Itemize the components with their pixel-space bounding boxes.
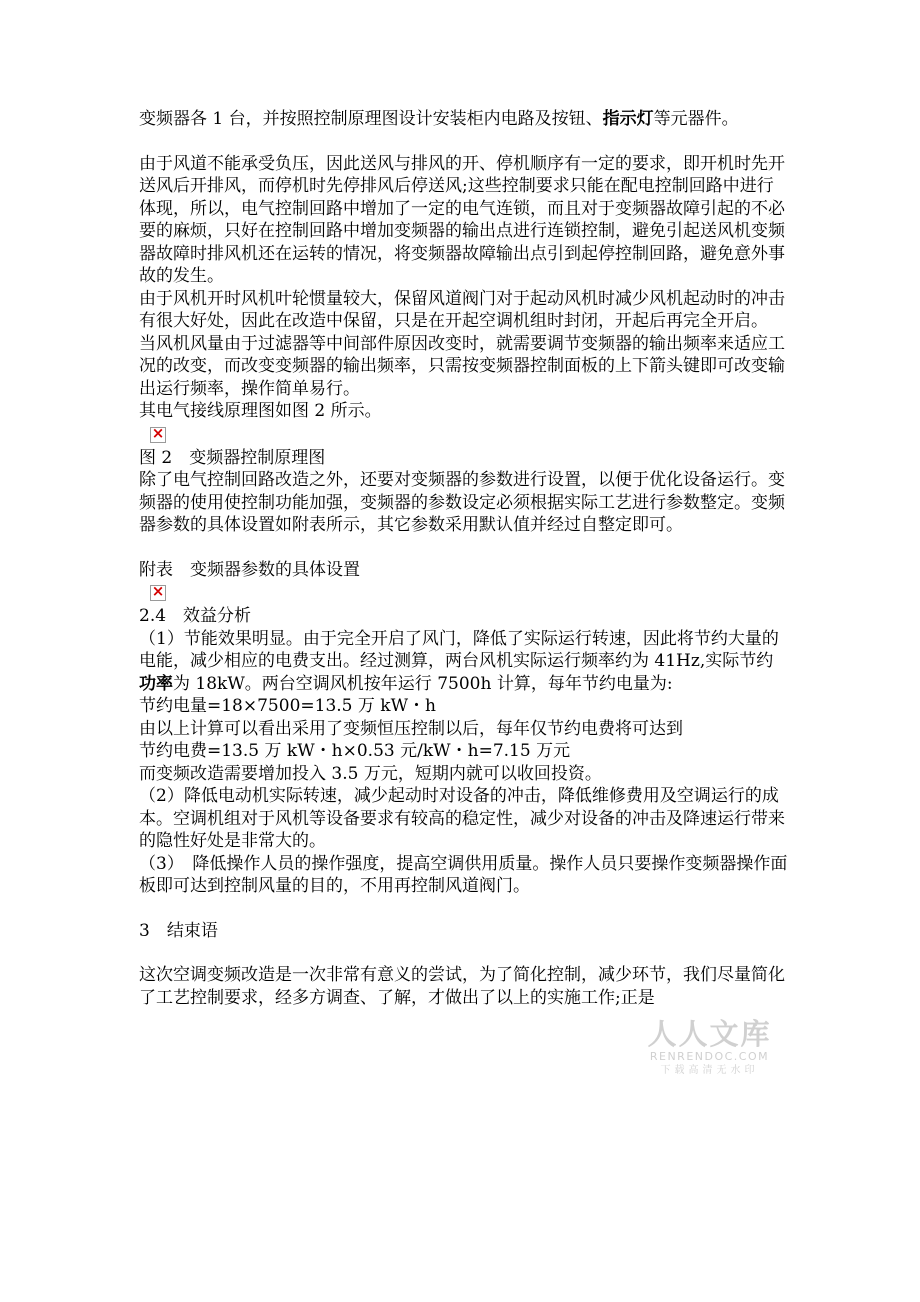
text-run: （1）节能效果明显。由于完全开启了风门，降低了实际运行转速，因此将节约大量的电能，减少相应的电费支出。经过测算，两台风机实际运行频率约为 41Hz,实际节约 — [139, 628, 779, 671]
bold-link-text: 功率 — [139, 673, 173, 694]
watermark-domain: RENRENDOC.COM — [649, 1050, 770, 1063]
figure-caption: 图 2 变频器控制原理图 — [139, 447, 326, 468]
formula: 节约电费=13.5 万 kW・h×0.53 元/kW・h=7.15 万元 — [139, 741, 571, 761]
bold-link-text: 指示灯 — [602, 109, 654, 129]
paragraph: 这次空调变频改造是一次非常有意义的尝试，为了简化控制，减少环节，我们尽量简化了工艺控制要求，经多方调查、了解，才做出了以上的实施工作;正是 — [139, 965, 785, 1008]
paragraph: 由于风道不能承受负压，因此送风与排风的开、停机顺序有一定的要求，即开机时先开送风后开排风，而停机时先停排风后停送风;这些控制要求只能在配电控制回路中进行体现，所以，电气控制回路中增加了一定的电气连锁，而且对于变频器故障引起的不必要的麻烦，只好在控制回路中增加变频器的输出点进行连锁控制，避免引起送风机变频器故障时排风机还在运转的情况，将变频器故障输出点引到起停控制回路，避免意外事故的发生。 — [139, 153, 785, 286]
paragraph: （2）降低电动机实际转速，减少起动时对设备的冲击，降低维修费用及空调运行的成本。空调机组对于风机等设备要求有较高的稳定性，减少对设备的冲击及降速运行带来的隐性好处是非常大的。 — [139, 786, 785, 851]
document-body — [139, 108, 789, 1009]
watermark-tagline: 下载高清无水印 — [660, 1065, 759, 1076]
paragraph: 当风机风量由于过滤器等中间部件原因改变时，就需要调节变频器的输出频率来适应工况的改变，而改变变频器的输出频率，只需按变频器控制面板的上下箭头键即可改变输出运行频率，操作简单易行。 — [139, 333, 785, 399]
paragraph — [139, 628, 789, 696]
paragraph: 而变频改造需要增加投入 3.5 万元，短期内就可以收回投资。 — [139, 763, 602, 784]
paragraph: 除了电气控制回路改造之外，还要对变频器的参数进行设置，以便于优化设备运行。变频器的使用使控制功能加强，变频器的参数设定必须根据实际工艺进行参数整定。变频器参数的具体设置如附表所示，其它参数采用默认值并经过自整定即可。 — [139, 470, 785, 535]
paragraph — [139, 108, 789, 131]
section-heading: 2.4 效益分析 — [139, 606, 252, 626]
watermark — [647, 1018, 772, 1078]
text-run: 变频器各 1 台，并按照控制原理图设计安装柜内电路及按钮、 — [139, 109, 603, 129]
section-heading: 3 结束语 — [139, 920, 218, 941]
table-caption: 附表 变频器参数的具体设置 — [139, 559, 360, 580]
paragraph: 其电气接线原理图如图 2 所示。 — [139, 401, 382, 421]
formula: 节约电量=18×7500=13.5 万 kW・h — [139, 696, 437, 716]
text-run: 为 18kW。两台空调风机按年运行 7500h 计算，每年节约电量为: — [173, 673, 673, 694]
paragraph: （3） 降低操作人员的操作强度，提高空调供用质量。操作人员只要操作变频器操作面板即可达到控制风量的目的，不用再控制风道阀门。 — [139, 853, 788, 896]
paragraph: 由以上计算可以看出采用了变频恒压控制以后，每年仅节约电费将可达到 — [139, 718, 683, 739]
paragraph: 由于风机开时风机叶轮惯量较大，保留风道阀门对于起动风机时减少风机起动时的冲击有很大好处，因此在改造中保留，只是在开起空调机组时封闭，开起后再完全开启。 — [139, 288, 785, 331]
watermark-brand: 人人文库 — [647, 1017, 772, 1051]
text-run: 等元器件。 — [653, 109, 739, 129]
broken-image-icon — [150, 585, 166, 601]
broken-image-icon — [150, 427, 166, 443]
